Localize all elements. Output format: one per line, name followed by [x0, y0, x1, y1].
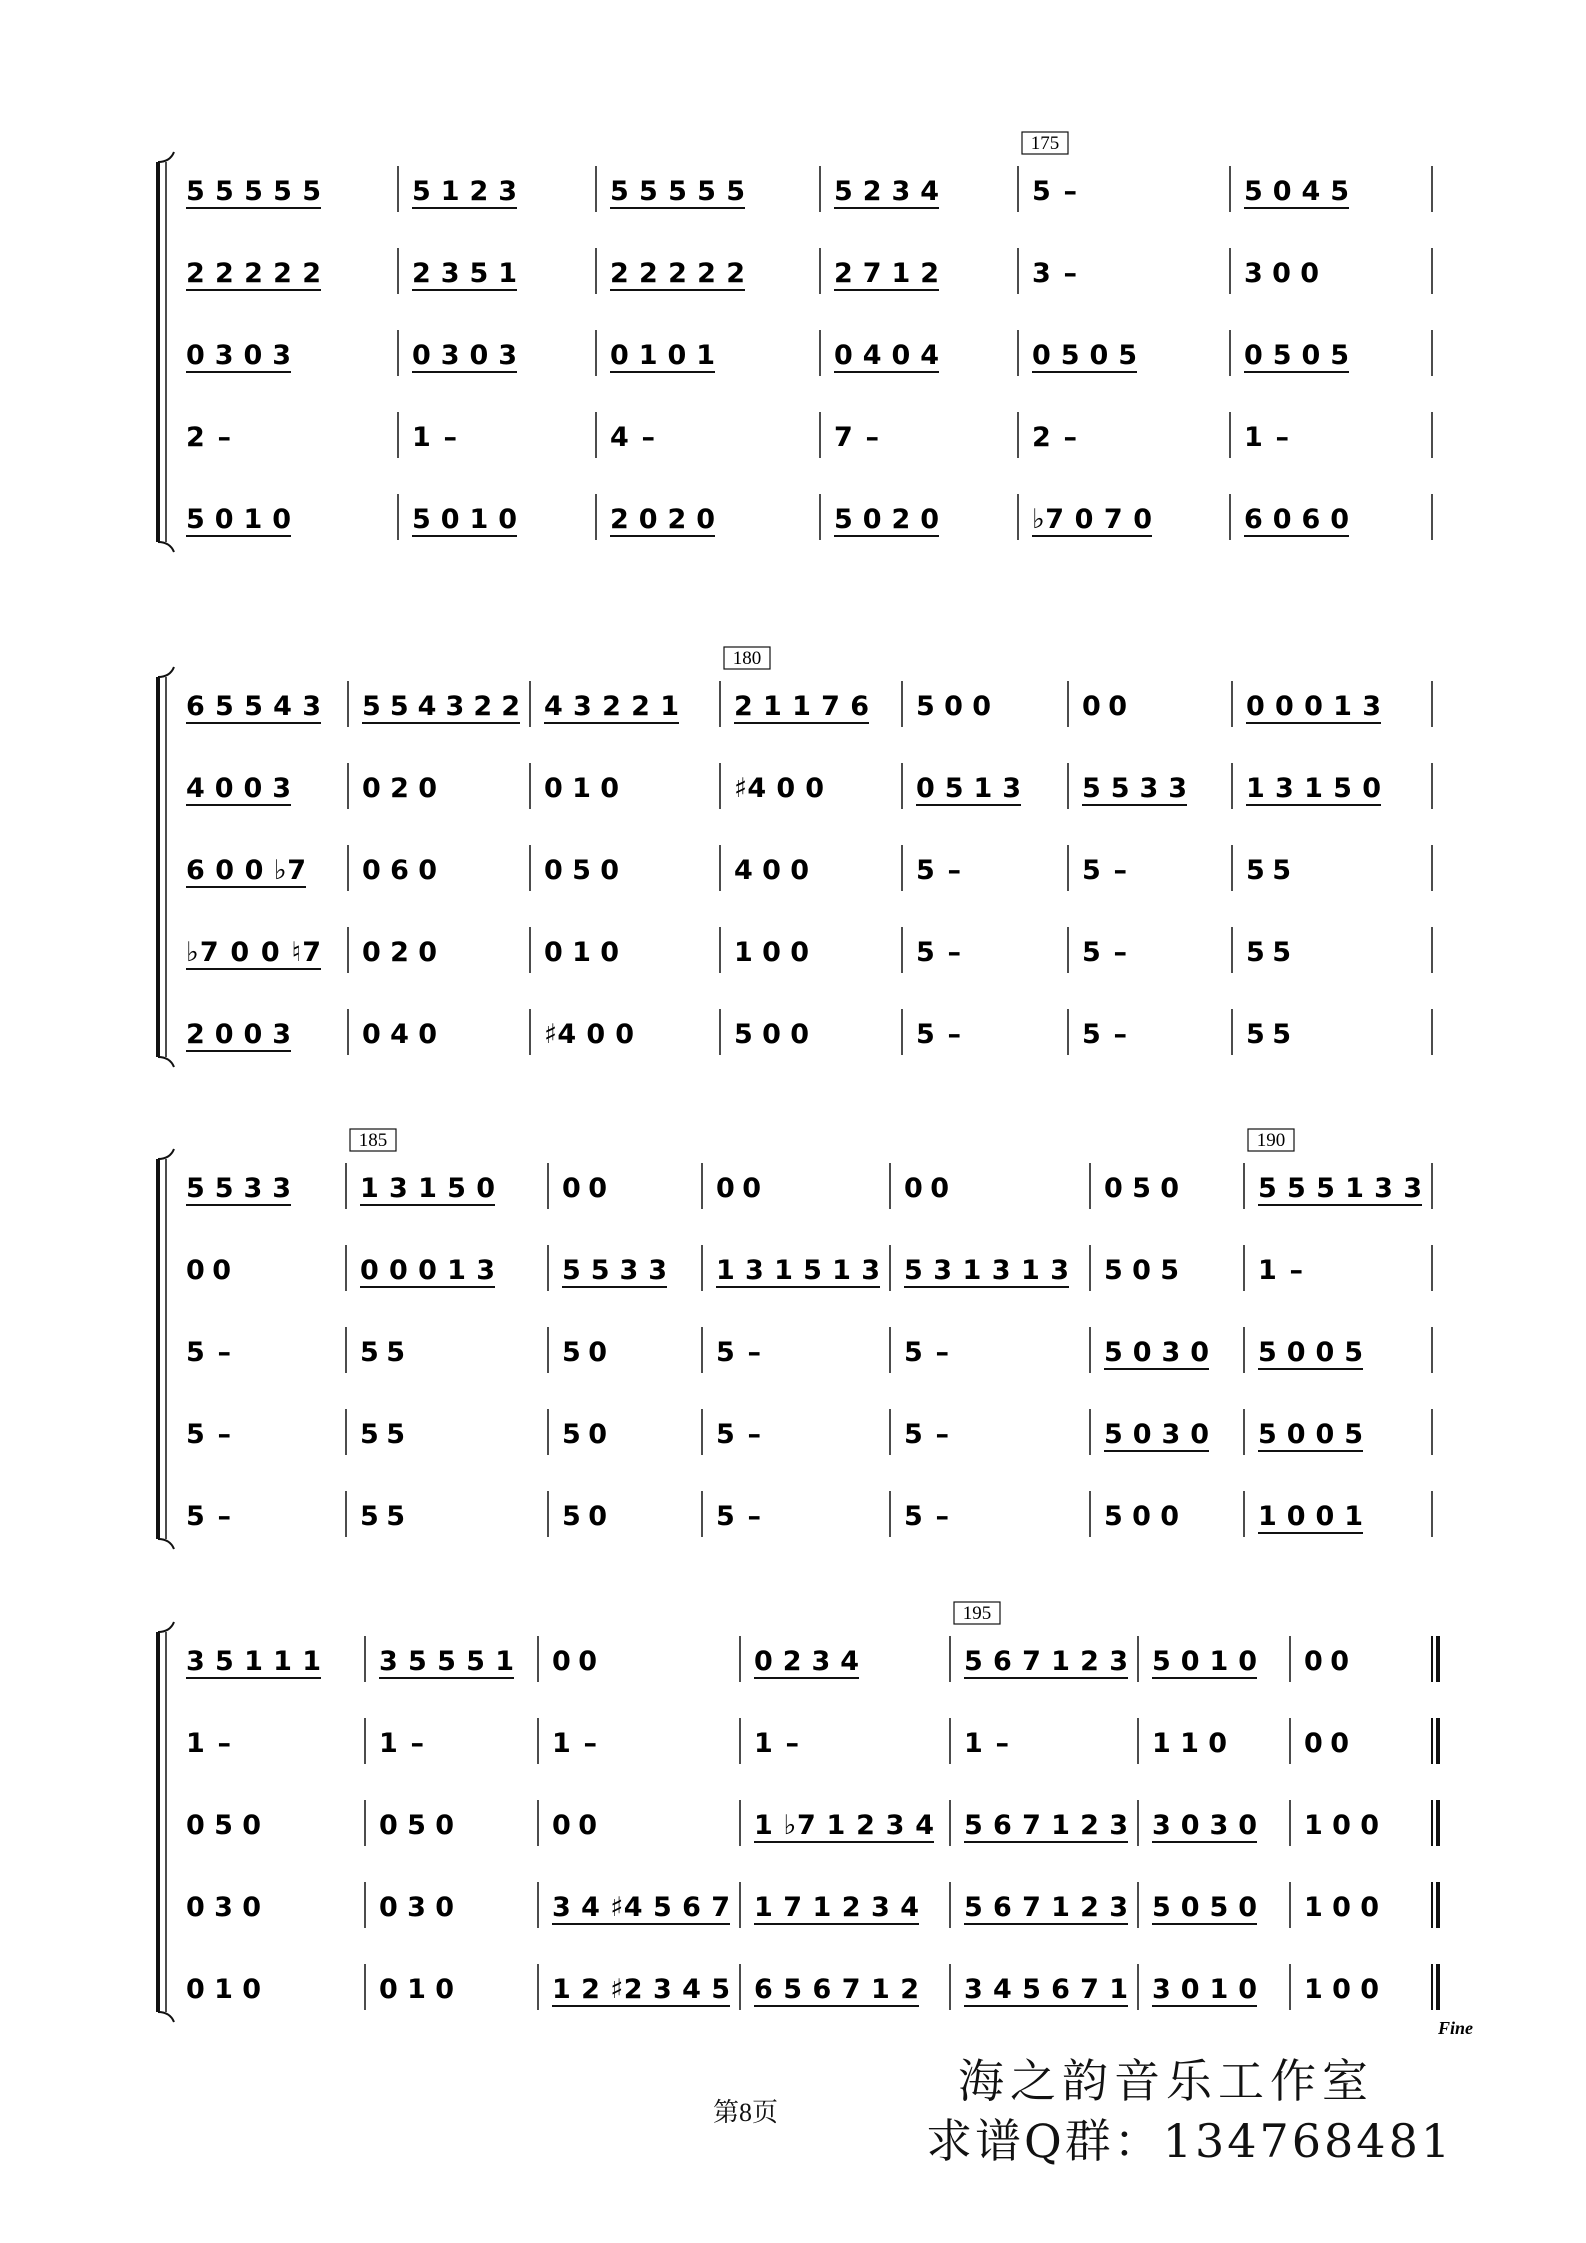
measure-notes: 0 6 0 [362, 855, 437, 886]
measure-notes: 0 1 0 1 [610, 340, 715, 371]
system [158, 647, 1432, 1067]
measure-notes: 1 – [412, 422, 457, 453]
measure-notes: 5 5 3 3 [186, 1173, 291, 1204]
measure-notes: 5 3 1 3 1 3 [904, 1255, 1069, 1286]
measure-notes: 2 0 2 0 [610, 504, 715, 535]
measure-notes: 5 – [1082, 855, 1127, 886]
measure-notes: 5 – [916, 937, 961, 968]
measure-notes: 5 0 0 5 [1258, 1419, 1363, 1450]
measure-notes: 0 0 [552, 1810, 597, 1841]
measure-notes: 0 0 [1304, 1646, 1349, 1677]
measure-notes: 1 – [186, 1728, 231, 1759]
measure-notes: 0 5 0 [1104, 1173, 1179, 1204]
measure-notes: 5 5 [1246, 1019, 1291, 1050]
measure-notes: 2 – [186, 422, 231, 453]
measure-notes: 4 0 0 [734, 855, 809, 886]
measure-notes: 0 0 [1082, 691, 1127, 722]
measure-notes: 5 0 1 0 [412, 504, 517, 535]
measure-notes: 6 5 6 7 1 2 [754, 1974, 919, 2005]
measure-notes: 1 – [1244, 422, 1289, 453]
measure-notes: 2 1 1 7 6 [734, 691, 869, 722]
measure-notes: 0 0 [562, 1173, 607, 1204]
measure-notes: 5 1 2 3 [412, 176, 517, 207]
measure-notes: 0 5 0 5 [1244, 340, 1349, 371]
measure-notes: 5 – [716, 1419, 761, 1450]
measure-notes: 5 – [1082, 937, 1127, 968]
measure-notes: ♯4 0 0 [734, 773, 824, 804]
measure-notes: 5 5 3 3 [562, 1255, 667, 1286]
measure-notes: 5 – [1082, 1019, 1127, 1050]
measure-notes: 5 5 [1246, 937, 1291, 968]
measure-notes: 0 1 0 [379, 1974, 454, 2005]
measure-notes: 1 – [379, 1728, 424, 1759]
measure-notes: 5 5 5 5 5 [186, 176, 321, 207]
measure-notes: 5 – [916, 855, 961, 886]
measure-notes: 3 4 5 6 7 1 [964, 1974, 1128, 2005]
measure-notes: 0 0 [552, 1646, 597, 1677]
measure-notes: 1 – [552, 1728, 597, 1759]
measure-notes: 0 5 0 [379, 1810, 454, 1841]
measure-notes: 2 – [1032, 422, 1077, 453]
measure-notes: 1 0 0 [1304, 1892, 1379, 1923]
system [158, 132, 1432, 552]
measure-notes: 5 0 1 0 [186, 504, 291, 535]
measure-notes: 1 0 0 1 [1258, 1501, 1363, 1532]
measure-notes: 5 5 [360, 1501, 405, 1532]
measure-notes: 5 0 1 0 [1152, 1646, 1257, 1677]
measure-notes: 0 5 1 3 [916, 773, 1021, 804]
bracket-hook-top [158, 152, 174, 162]
bracket-hook-top [158, 1149, 174, 1159]
measure-notes: 5 0 0 [734, 1019, 809, 1050]
measure-notes: 5 0 3 0 [1104, 1419, 1209, 1450]
measure-notes: 5 – [186, 1337, 231, 1368]
contact-info: 求谱Q群：134768481 [926, 2114, 1454, 2168]
measure-notes: 3 0 1 0 [1152, 1974, 1257, 2005]
measure-notes: 5 – [716, 1501, 761, 1532]
measure-notes: 5 0 5 [1104, 1255, 1179, 1286]
measure-notes: 5 – [916, 1019, 961, 1050]
measure-notes: 1 3 1 5 0 [360, 1173, 495, 1204]
measure-notes: 0 0 [904, 1173, 949, 1204]
measure-notes: 1 7 1 2 3 4 [754, 1892, 919, 1923]
measure-notes: 5 5 5 1 3 3 [1258, 1173, 1422, 1204]
measure-notes: 1 0 0 [1304, 1974, 1379, 2005]
rehearsal-number: 180 [732, 648, 762, 669]
measure-notes: 0 3 0 [186, 1892, 261, 1923]
measure-notes: 4 0 0 3 [186, 773, 291, 804]
measure-notes: 1 3 1 5 0 [1246, 773, 1381, 804]
measure-notes: 0 0 [1304, 1728, 1349, 1759]
measure-notes: 0 5 0 5 [1032, 340, 1137, 371]
measure-notes: 0 3 0 [379, 1892, 454, 1923]
measure-notes: 0 1 0 [544, 773, 619, 804]
measure-notes: 5 – [716, 1337, 761, 1368]
measure-notes: 5 5 [1246, 855, 1291, 886]
system [158, 1129, 1432, 1549]
measure-notes: 0 4 0 4 [834, 340, 939, 371]
measure-notes: 1 – [964, 1728, 1009, 1759]
fine-label: Fine [1438, 2018, 1474, 2038]
rehearsal-number: 175 [1030, 133, 1060, 154]
measure-notes: 6 0 6 0 [1244, 504, 1349, 535]
measure-notes: 5 0 [562, 1419, 607, 1450]
system [158, 1602, 1438, 2022]
measure-notes: 5 5 [360, 1337, 405, 1368]
measure-notes: 2 2 2 2 2 [610, 258, 745, 289]
measure-notes: 5 2 3 4 [834, 176, 939, 207]
measure-notes: 3 5 5 5 1 [379, 1646, 514, 1677]
measure-notes: 5 6 7 1 2 3 [964, 1646, 1128, 1677]
page-number: 第8页 [713, 2098, 779, 2127]
measure-notes: 2 7 1 2 [834, 258, 939, 289]
measure-notes: 5 0 2 0 [834, 504, 939, 535]
measure-notes: 0 2 0 [362, 773, 437, 804]
measure-notes: 5 – [186, 1419, 231, 1450]
measure-notes: 6 5 5 4 3 [186, 691, 321, 722]
measure-notes: 5 – [904, 1337, 949, 1368]
measure-notes: 0 1 0 [186, 1974, 261, 2005]
measure-notes: 4 3 2 2 1 [544, 691, 679, 722]
measure-notes: 5 5 [360, 1419, 405, 1450]
measure-notes: 5 0 4 5 [1244, 176, 1349, 207]
measure-notes: 2 3 5 1 [412, 258, 517, 289]
bracket-hook-top [158, 1622, 174, 1632]
measure-notes: 0 0 [716, 1173, 761, 1204]
measure-notes: 5 0 3 0 [1104, 1337, 1209, 1368]
measure-notes: 0 2 3 4 [754, 1646, 859, 1677]
measure-notes: 5 5 3 3 [1082, 773, 1187, 804]
measure-notes: 1 – [754, 1728, 799, 1759]
rehearsal-number: 195 [962, 1603, 992, 1624]
measure-notes: 0 0 0 1 3 [1246, 691, 1381, 722]
measure-notes: 0 0 [186, 1255, 231, 1286]
measure-notes: 5 – [1032, 176, 1077, 207]
measure-notes: 7 – [834, 422, 879, 453]
measure-notes: 0 3 0 3 [186, 340, 291, 371]
rehearsal-number: 185 [358, 1130, 388, 1151]
measure-notes: 0 4 0 [362, 1019, 437, 1050]
measure-notes: 1 – [1258, 1255, 1303, 1286]
measure-notes: 4 – [610, 422, 655, 453]
measure-notes: 1 0 0 [734, 937, 809, 968]
measure-notes: 5 6 7 1 2 3 [964, 1810, 1128, 1841]
measure-notes: 1 3 1 5 1 3 [716, 1255, 880, 1286]
studio-name: 海之韵音乐工作室 [958, 2054, 1374, 2108]
measure-notes: 3 4 ♯4 5 6 7 [552, 1892, 730, 1923]
bracket-hook-bottom [158, 1057, 174, 1067]
measure-notes: 5 0 0 5 [1258, 1337, 1363, 1368]
measure-notes: 1 ♭7 1 2 3 4 [754, 1810, 934, 1841]
rehearsal-number: 190 [1256, 1130, 1286, 1151]
measure-notes: 6 0 0 ♭7 [186, 855, 306, 886]
measure-notes: 3 0 0 [1244, 258, 1319, 289]
measure-notes: 5 – [904, 1419, 949, 1450]
bracket-hook-bottom [158, 542, 174, 552]
bracket-hook-top [158, 667, 174, 677]
measure-notes: 5 6 7 1 2 3 [964, 1892, 1128, 1923]
measure-notes: 0 2 0 [362, 937, 437, 968]
measure-notes: 3 5 1 1 1 [186, 1646, 321, 1677]
measure-notes: ♭7 0 7 0 [1032, 504, 1152, 535]
measure-notes: 0 1 0 [544, 937, 619, 968]
measure-notes: 1 2 ♯2 3 4 5 [552, 1974, 730, 2005]
bracket-hook-bottom [158, 2012, 174, 2022]
measure-notes: 5 5 4 3 2 2 [362, 691, 520, 722]
measure-notes: 0 5 0 [186, 1810, 261, 1841]
measure-notes: ♯4 0 0 [544, 1019, 634, 1050]
measure-notes: 0 0 0 1 3 [360, 1255, 495, 1286]
measure-notes: 1 1 0 [1152, 1728, 1227, 1759]
measure-notes: 5 0 5 0 [1152, 1892, 1257, 1923]
measure-notes: 2 0 0 3 [186, 1019, 291, 1050]
measure-notes: 5 0 0 [1104, 1501, 1179, 1532]
measure-notes: 5 – [904, 1501, 949, 1532]
measure-notes: 0 5 0 [544, 855, 619, 886]
measure-notes: 5 5 5 5 5 [610, 176, 745, 207]
measure-notes: 3 – [1032, 258, 1077, 289]
bracket-hook-bottom [158, 1539, 174, 1549]
measure-notes: 5 0 [562, 1501, 607, 1532]
measure-notes: 0 3 0 3 [412, 340, 517, 371]
measure-notes: 3 0 3 0 [1152, 1810, 1257, 1841]
measure-notes: 5 – [186, 1501, 231, 1532]
measure-notes: 5 0 0 [916, 691, 991, 722]
measure-notes: 2 2 2 2 2 [186, 258, 321, 289]
measure-notes: 1 0 0 [1304, 1810, 1379, 1841]
measure-notes: 5 0 [562, 1337, 607, 1368]
measure-notes: ♭7 0 0 ♮7 [186, 937, 321, 968]
